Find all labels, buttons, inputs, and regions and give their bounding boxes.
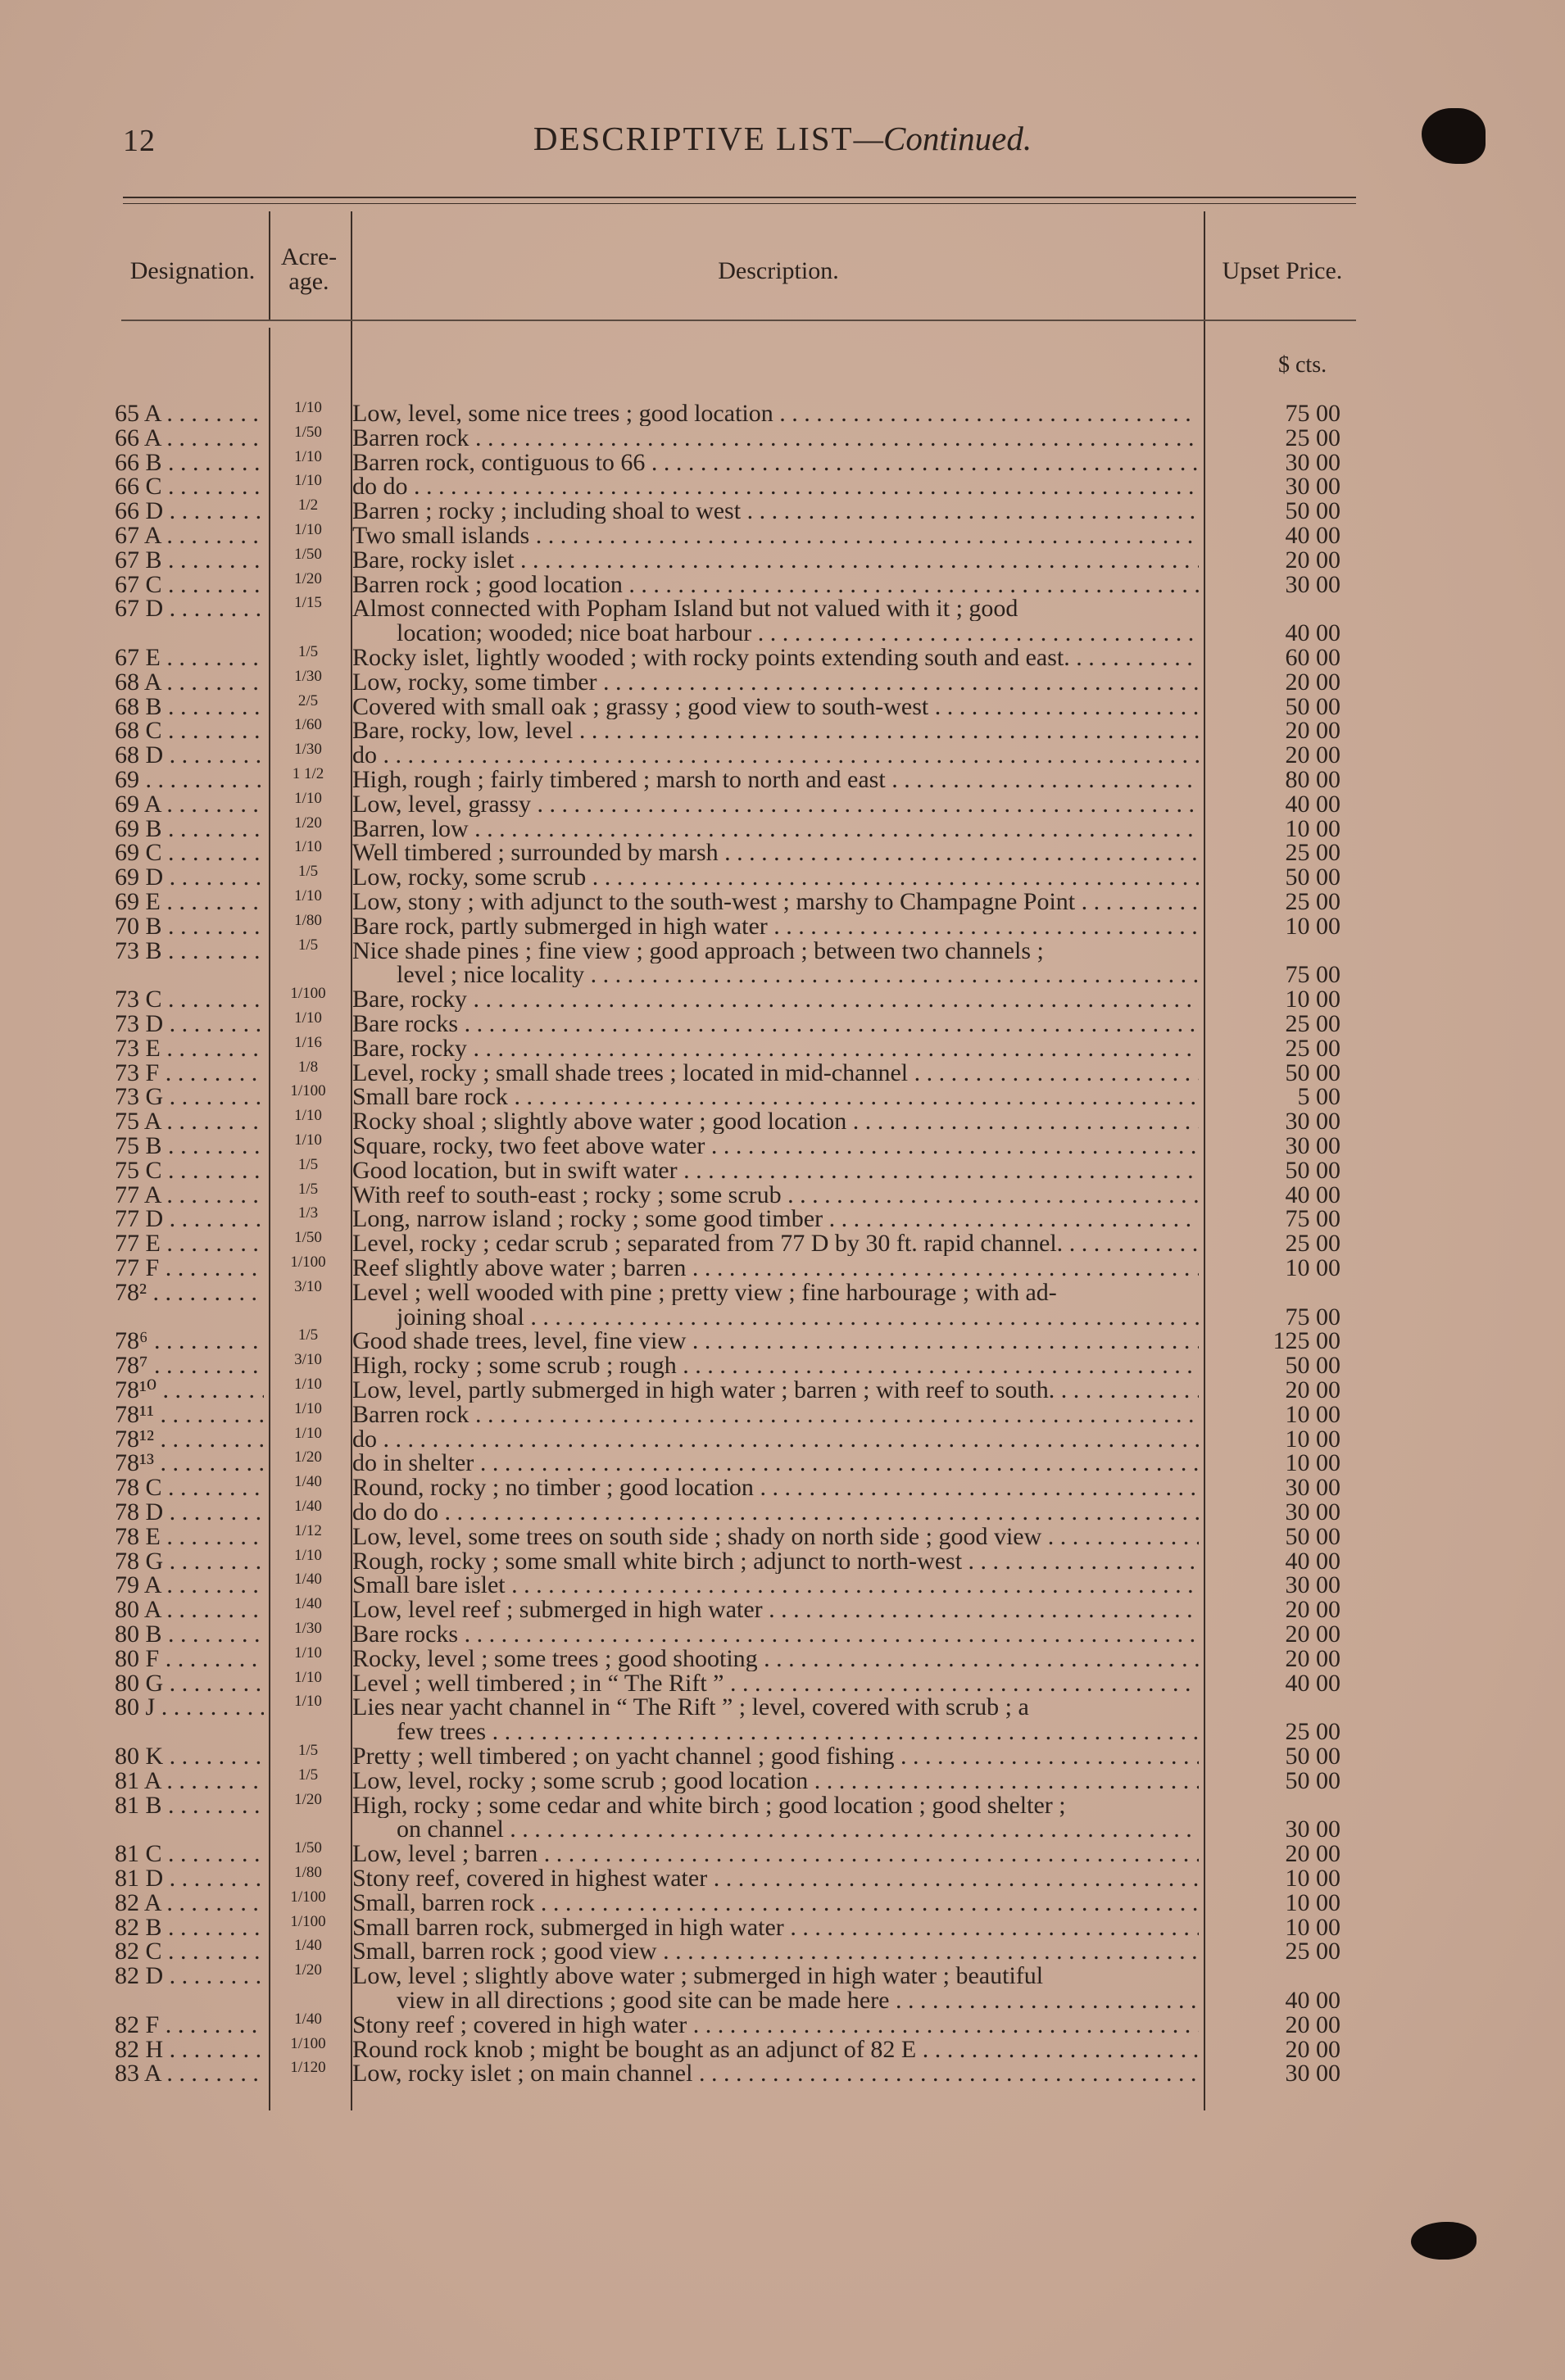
description-cell: Small, barren rock . . .	[352, 1891, 1199, 1915]
acreage-cell: 1/50	[294, 1839, 322, 1856]
price-cell: 5 00	[1297, 1083, 1340, 1110]
designation-cell: 82 H . . .	[115, 2038, 264, 2062]
price-cell: 30 00	[1285, 1498, 1340, 1525]
acreage-cell: 1/3	[297, 1204, 319, 1222]
price-cell: 10 00	[1285, 1254, 1340, 1281]
designation-cell: 78¹³ . . .	[115, 1451, 264, 1476]
price-cell: 75 00	[1285, 1303, 1340, 1331]
acreage-cell: 1/20	[294, 570, 322, 587]
acreage-cell: 1/50	[294, 424, 322, 441]
acreage-cell: 1/5	[297, 936, 319, 954]
acreage-cell: 1/100	[290, 985, 326, 1002]
designation-cell: 78 E . . .	[115, 1525, 264, 1549]
description-cell: level ; nice locality . . .	[352, 963, 1199, 987]
acreage-cell: 1/100	[290, 2035, 326, 2052]
price-cell: 50 00	[1285, 864, 1340, 891]
price-cell: 25 00	[1285, 1230, 1340, 1257]
description-cell: Long, narrow island ; rocky ; some good timber . . .	[352, 1207, 1199, 1231]
description-cell: Bare, rocky . . .	[352, 987, 1199, 1012]
description-cell: joining shoal . . .	[352, 1305, 1199, 1330]
price-cell: 25 00	[1285, 839, 1340, 866]
designation-cell: 78⁶ . . .	[115, 1329, 264, 1353]
description-cell: Barren rock . . .	[352, 426, 1199, 451]
acreage-cell: 1/30	[294, 741, 322, 758]
acreage-cell: 1/10	[294, 790, 322, 807]
price-cell: 25 00	[1285, 424, 1340, 451]
description-cell: Almost connected with Popham Island but not valued with it ; good	[352, 596, 1018, 621]
acreage-cell: 3/10	[294, 1351, 322, 1368]
header-designation: Designation.	[129, 257, 256, 284]
description-cell: High, rough ; fairly timbered ; marsh to north and east . . .	[352, 768, 1199, 792]
description-cell: Level, rocky ; cedar scrub ; separated from 77 D by 30 ft. rapid channel. . . .	[352, 1231, 1199, 1256]
price-cell: 20 00	[1285, 741, 1340, 768]
designation-cell: 78⁷ . . .	[115, 1353, 264, 1378]
acreage-cell: 1/5	[297, 1326, 319, 1344]
description-cell: Low, rocky, some scrub . . .	[352, 865, 1199, 890]
acreage-cell: 1/80	[294, 1864, 322, 1881]
price-cell: 30 00	[1285, 473, 1340, 500]
description-cell: Barren rock . . .	[352, 1403, 1199, 1427]
designation-cell: 68 C . . .	[115, 719, 264, 743]
description-cell: on channel . . .	[352, 1817, 1199, 1842]
designation-cell: 73 B . . .	[115, 939, 264, 963]
acreage-cell: 1/40	[294, 2011, 322, 2028]
price-cell: 30 00	[1285, 1108, 1340, 1135]
designation-cell: 80 J . . .	[115, 1695, 264, 1720]
designation-cell: 69 A . . .	[115, 792, 264, 817]
price-cell: 20 00	[1285, 1840, 1340, 1867]
acreage-cell: 1/10	[294, 887, 322, 904]
designation-cell: 81 A . . .	[115, 1769, 264, 1793]
description-cell: Barren, low . . .	[352, 817, 1199, 841]
acreage-cell: 1/40	[294, 1498, 322, 1515]
designation-cell: 80 K . . .	[115, 1744, 264, 1769]
designation-cell: 73 E . . .	[115, 1036, 264, 1061]
acreage-cell: 2/5	[297, 692, 319, 709]
price-cell: 40 00	[1285, 522, 1340, 549]
description-cell: Barren rock, contiguous to 66 . . .	[352, 451, 1199, 475]
designation-cell: 67 E . . .	[115, 646, 264, 670]
price-cell: 40 00	[1285, 1181, 1340, 1208]
acreage-cell: 1/10	[294, 1376, 322, 1393]
price-cell: 25 00	[1285, 1010, 1340, 1037]
description-cell: Bare, rocky . . .	[352, 1036, 1199, 1061]
designation-cell: 78¹¹ . . .	[115, 1403, 264, 1427]
acreage-cell: 1/10	[294, 838, 322, 855]
title-continued: —Continued.	[853, 120, 1032, 157]
acreage-cell: 1/100	[290, 1253, 326, 1271]
designation-cell: 77 D . . .	[115, 1207, 264, 1231]
header-upset-price: Upset Price.	[1222, 257, 1343, 284]
description-cell: few trees . . .	[352, 1720, 1199, 1744]
designation-cell: 78 G . . .	[115, 1549, 264, 1574]
acreage-cell: 1/5	[297, 643, 319, 660]
acreage-cell: 1/10	[294, 448, 322, 465]
designation-cell: 82 A . . .	[115, 1891, 264, 1915]
description-cell: Low, level, grassy . . .	[352, 792, 1199, 817]
price-cell: 10 00	[1285, 1889, 1340, 1916]
designation-cell: 82 F . . .	[115, 2013, 264, 2038]
price-cell: 20 00	[1285, 1621, 1340, 1648]
header-description: Description.	[718, 257, 839, 284]
designation-cell: 77 A . . .	[115, 1183, 264, 1208]
designation-cell: 81 D . . .	[115, 1866, 264, 1891]
price-cell: 40 00	[1285, 619, 1340, 646]
price-cell: 30 00	[1285, 571, 1340, 598]
designation-cell: 67 D . . .	[115, 596, 264, 621]
description-cell: Covered with small oak ; grassy ; good view to south-west . . .	[352, 695, 1199, 719]
acreage-cell: 1/5	[297, 1766, 319, 1784]
designation-cell: 70 B . . .	[115, 914, 264, 939]
description-cell: Low, level, partly submerged in high water ; barren ; with reef to south. . . .	[352, 1378, 1199, 1403]
description-cell: Level, rocky ; small shade trees ; located in mid-channel . . .	[352, 1061, 1199, 1086]
acreage-cell: 1/10	[294, 1400, 322, 1417]
price-cell: 10 00	[1285, 1914, 1340, 1941]
designation-cell: 65 A . . .	[115, 401, 264, 426]
acreage-cell: 1/40	[294, 1473, 322, 1490]
description-cell: Pretty ; well timbered ; on yacht channel ; good fishing . . .	[352, 1744, 1199, 1769]
description-cell: Good shade trees, level, fine view . . .	[352, 1329, 1199, 1353]
column-divider-1-header	[269, 211, 270, 320]
price-cell: 10 00	[1285, 1449, 1340, 1476]
description-cell: Barren ; rocky ; including shoal to west . . .	[352, 499, 1199, 524]
designation-cell: 80 G . . .	[115, 1671, 264, 1696]
description-cell: Low, level ; slightly above water ; submerged in high water ; beautiful	[352, 1964, 1044, 1988]
designation-cell: 68 B . . .	[115, 695, 264, 719]
description-cell: Small bare islet . . .	[352, 1573, 1199, 1598]
ink-blot-bottom	[1411, 2222, 1477, 2260]
acreage-cell: 1/20	[294, 1961, 322, 1979]
acreage-cell: 1/100	[290, 1082, 326, 1099]
price-cell: 50 00	[1285, 497, 1340, 524]
acreage-cell: 1/100	[290, 1888, 326, 1906]
acreage-cell: 1/5	[297, 1156, 319, 1173]
acreage-cell: 1/20	[294, 1448, 322, 1466]
description-cell: Reef slightly above water ; barren . . .	[352, 1256, 1199, 1281]
designation-cell: 66 D . . .	[115, 499, 264, 524]
acreage-cell: 1/10	[294, 1131, 322, 1149]
acreage-cell: 1/5	[297, 1181, 319, 1198]
price-cell: 50 00	[1285, 1059, 1340, 1086]
price-cell: 50 00	[1285, 1767, 1340, 1794]
acreage-cell: 1/2	[297, 496, 319, 514]
price-cell: 25 00	[1285, 1718, 1340, 1745]
designation-cell: 73 C . . .	[115, 987, 264, 1012]
acreage-cell: 1/10	[294, 1425, 322, 1442]
page-number: 12	[123, 124, 156, 158]
designation-cell: 73 D . . .	[115, 1012, 264, 1036]
designation-cell: 80 F . . .	[115, 1647, 264, 1671]
designation-cell: 69 E . . .	[115, 890, 264, 914]
acreage-cell: 1/5	[297, 863, 319, 880]
designation-cell: 68 D . . .	[115, 743, 264, 768]
designation-cell: 69 C . . .	[115, 841, 264, 865]
price-cell: 20 00	[1285, 1596, 1340, 1623]
description-cell: Rough, rocky ; some small white birch ; adjunct to north-west . . .	[352, 1549, 1199, 1574]
price-cell: 10 00	[1285, 815, 1340, 842]
description-cell: Low, rocky islet ; on main channel . . .	[352, 2061, 1199, 2086]
designation-cell: 69 . . .	[115, 768, 264, 792]
description-cell: Bare rock, partly submerged in high water . . .	[352, 914, 1199, 939]
price-cell: 10 00	[1285, 986, 1340, 1013]
price-cell: 40 00	[1285, 1987, 1340, 2014]
description-cell: Stony reef ; covered in high water . . .	[352, 2013, 1199, 2038]
price-cell: 25 00	[1285, 888, 1340, 915]
designation-cell: 78¹² . . .	[115, 1427, 264, 1452]
acreage-cell: 1/8	[297, 1059, 319, 1076]
designation-cell: 78 D . . .	[115, 1500, 264, 1525]
acreage-cell: 3/10	[294, 1278, 322, 1295]
description-cell: Small barren rock, submerged in high water . . .	[352, 1915, 1199, 1940]
description-cell: do in shelter . . .	[352, 1451, 1199, 1476]
acreage-cell: 1/10	[294, 1693, 322, 1710]
designation-cell: 67 A . . .	[115, 524, 264, 548]
title-rule-bottom	[123, 203, 1356, 204]
price-cell: 30 00	[1285, 1816, 1340, 1843]
price-cell: 25 00	[1285, 1938, 1340, 1965]
description-cell: With reef to south-east ; rocky ; some scrub . . .	[352, 1183, 1199, 1208]
designation-cell: 69 D . . .	[115, 865, 264, 890]
acreage-cell: 1/10	[294, 1644, 322, 1661]
description-cell: High, rocky ; some cedar and white birch ; good location ; good shelter ;	[352, 1793, 1066, 1818]
description-cell: Small, barren rock ; good view . . .	[352, 1939, 1199, 1964]
designation-cell: 68 A . . .	[115, 670, 264, 695]
description-cell: Well timbered ; surrounded by marsh . . .	[352, 841, 1199, 865]
description-cell: Rocky islet, lightly wooded ; with rocky points extending south and east. . . .	[352, 646, 1199, 670]
description-cell: Two small islands . . .	[352, 524, 1199, 548]
acreage-cell: 1/10	[294, 1009, 322, 1027]
designation-cell: 77 E . . .	[115, 1231, 264, 1256]
description-cell: do . . .	[352, 743, 1199, 768]
acreage-cell: 1/5	[297, 1742, 319, 1759]
designation-cell: 69 B . . .	[115, 817, 264, 841]
acreage-cell: 1/120	[290, 2059, 326, 2076]
header-acreage-line1: Acre-	[280, 243, 338, 270]
acreage-cell: 1/16	[294, 1034, 322, 1051]
acreage-cell: 1/40	[294, 1937, 322, 1954]
acreage-cell: 1/10	[294, 1107, 322, 1124]
header-underline	[121, 320, 1356, 321]
column-divider-3	[1204, 211, 1205, 2110]
description-cell: Square, rocky, two feet above water . . .	[352, 1134, 1199, 1158]
description-cell: Small bare rock . . .	[352, 1085, 1199, 1109]
price-cell: 30 00	[1285, 449, 1340, 476]
price-cell: 40 00	[1285, 1670, 1340, 1697]
description-cell: Nice shade pines ; fine view ; good approach ; between two channels ;	[352, 939, 1044, 963]
acreage-cell: 1/50	[294, 1229, 322, 1246]
designation-cell: 81 B . . .	[115, 1793, 264, 1818]
acreage-cell: 1/30	[294, 1620, 322, 1637]
price-cell: 20 00	[1285, 546, 1340, 573]
description-cell: Low, level, some nice trees ; good location . . .	[352, 401, 1199, 426]
currency-header: $ cts.	[1278, 352, 1327, 378]
designation-cell: 77 F . . .	[115, 1256, 264, 1281]
designation-cell: 66 B . . .	[115, 451, 264, 475]
designation-cell: 81 C . . .	[115, 1842, 264, 1866]
description-cell: Stony reef, covered in highest water . . .	[352, 1866, 1199, 1891]
designation-cell: 78² . . .	[115, 1281, 264, 1305]
description-cell: Rocky shoal ; slightly above water ; good location . . .	[352, 1109, 1199, 1134]
designation-cell: 67 B . . .	[115, 548, 264, 573]
designation-cell: 82 B . . .	[115, 1915, 264, 1940]
description-cell: Low, level, some trees on south side ; shady on north side ; good view . . .	[352, 1525, 1199, 1549]
acreage-cell: 1/12	[294, 1522, 322, 1539]
description-cell: Level ; well wooded with pine ; pretty view ; fine harbourage ; with ad-	[352, 1281, 1057, 1305]
title-main: DESCRIPTIVE LIST	[533, 120, 854, 157]
price-cell: 10 00	[1285, 1401, 1340, 1428]
price-cell: 20 00	[1285, 669, 1340, 696]
description-cell: Low, rocky, some timber . . .	[352, 670, 1199, 695]
acreage-cell: 1/10	[294, 399, 322, 416]
price-cell: 30 00	[1285, 1474, 1340, 1501]
page-title	[0, 119, 1565, 158]
acreage-cell: 1/10	[294, 1547, 322, 1564]
designation-cell: 78¹⁰ . . .	[115, 1378, 264, 1403]
price-cell: 20 00	[1285, 1376, 1340, 1403]
description-cell: Rocky, level ; some trees ; good shooting . . .	[352, 1647, 1199, 1671]
description-cell: Round rock knob ; might be bought as an adjunct of 82 E . . .	[352, 2038, 1199, 2062]
designation-cell: 78 C . . .	[115, 1476, 264, 1500]
designation-cell: 80 B . . .	[115, 1622, 264, 1647]
description-cell: Bare rocks . . .	[352, 1622, 1199, 1647]
acreage-cell: 1/40	[294, 1595, 322, 1612]
description-cell: Round, rocky ; no timber ; good location . . .	[352, 1476, 1199, 1500]
price-cell: 30 00	[1285, 2060, 1340, 2087]
description-cell: Low, stony ; with adjunct to the south-west ; marshy to Champagne Point . . .	[352, 890, 1199, 914]
description-cell: do do do . . .	[352, 1500, 1199, 1525]
designation-cell: 73 G . . .	[115, 1085, 264, 1109]
description-cell: view in all directions ; good site can be made here . . .	[352, 1988, 1199, 2013]
price-cell: 40 00	[1285, 791, 1340, 818]
description-cell: High, rocky ; some scrub ; rough . . .	[352, 1353, 1199, 1378]
price-cell: 50 00	[1285, 1523, 1340, 1550]
price-cell: 75 00	[1285, 1205, 1340, 1232]
price-cell: 50 00	[1285, 1157, 1340, 1184]
header-acreage-line2: age.	[288, 268, 329, 295]
description-cell: Good location, but in swift water . . .	[352, 1158, 1199, 1183]
price-cell: 20 00	[1285, 717, 1340, 744]
acreage-cell: 1/20	[294, 1791, 322, 1808]
price-cell: 20 00	[1285, 2036, 1340, 2063]
description-cell: Lies near yacht channel in “ The Rift ” ; level, covered with scrub ; a	[352, 1695, 1029, 1720]
designation-cell: 67 C . . .	[115, 573, 264, 597]
designation-cell: 80 A . . .	[115, 1598, 264, 1622]
designation-cell: 75 A . . .	[115, 1109, 264, 1134]
description-cell: Low, level, rocky ; some scrub ; good location . . .	[352, 1769, 1199, 1793]
designation-cell: 83 A . . .	[115, 2061, 264, 2086]
price-cell: 75 00	[1285, 400, 1340, 427]
price-cell: 10 00	[1285, 1426, 1340, 1453]
designation-cell: 75 B . . .	[115, 1134, 264, 1158]
price-cell: 80 00	[1285, 766, 1340, 793]
price-cell: 50 00	[1285, 1743, 1340, 1770]
price-cell: 50 00	[1285, 693, 1340, 720]
price-cell: 20 00	[1285, 2011, 1340, 2038]
designation-cell: 73 F . . .	[115, 1061, 264, 1086]
description-cell: Barren rock ; good location . . .	[352, 573, 1199, 597]
designation-cell: 82 C . . .	[115, 1939, 264, 1964]
description-cell: Bare, rocky islet . . .	[352, 548, 1199, 573]
description-cell: do . . .	[352, 1427, 1199, 1452]
description-cell: Bare, rocky, low, level . . .	[352, 719, 1199, 743]
header-acreage	[272, 245, 346, 294]
price-cell: 50 00	[1285, 1352, 1340, 1379]
acreage-cell: 1/80	[294, 912, 322, 929]
column-divider-1	[269, 328, 270, 2110]
price-cell: 20 00	[1285, 1645, 1340, 1672]
description-cell: do do . . .	[352, 474, 1199, 499]
acreage-cell: 1 1/2	[292, 765, 324, 782]
acreage-cell: 1/10	[294, 1669, 322, 1686]
description-cell: Level ; well timbered ; in “ The Rift ” . . .	[352, 1671, 1199, 1696]
price-cell: 75 00	[1285, 961, 1340, 988]
acreage-cell: 1/40	[294, 1571, 322, 1588]
acreage-cell: 1/15	[294, 594, 322, 611]
designation-cell: 82 D . . .	[115, 1964, 264, 1988]
description-cell: location; wooded; nice boat harbour . . .	[352, 621, 1199, 646]
description-cell: Bare rocks . . .	[352, 1012, 1199, 1036]
designation-cell: 75 C . . .	[115, 1158, 264, 1183]
designation-cell: 66 C . . .	[115, 474, 264, 499]
designation-cell: 66 A . . .	[115, 426, 264, 451]
description-cell: Low, level ; barren . . .	[352, 1842, 1199, 1866]
acreage-cell: 1/10	[294, 472, 322, 489]
price-cell: 10 00	[1285, 913, 1340, 940]
price-cell: 30 00	[1285, 1132, 1340, 1159]
acreage-cell: 1/100	[290, 1913, 326, 1930]
price-cell: 125 00	[1272, 1327, 1340, 1354]
price-cell: 30 00	[1285, 1571, 1340, 1598]
title-rule-top	[123, 197, 1356, 198]
price-cell: 40 00	[1285, 1548, 1340, 1575]
description-cell: Low, level reef ; submerged in high water . . .	[352, 1598, 1199, 1622]
price-cell: 60 00	[1285, 644, 1340, 671]
designation-cell: 79 A . . .	[115, 1573, 264, 1598]
acreage-cell: 1/50	[294, 546, 322, 563]
price-cell: 10 00	[1285, 1865, 1340, 1892]
acreage-cell: 1/30	[294, 668, 322, 685]
price-cell: 25 00	[1285, 1035, 1340, 1062]
acreage-cell: 1/60	[294, 716, 322, 733]
acreage-cell: 1/10	[294, 521, 322, 538]
acreage-cell: 1/20	[294, 814, 322, 832]
